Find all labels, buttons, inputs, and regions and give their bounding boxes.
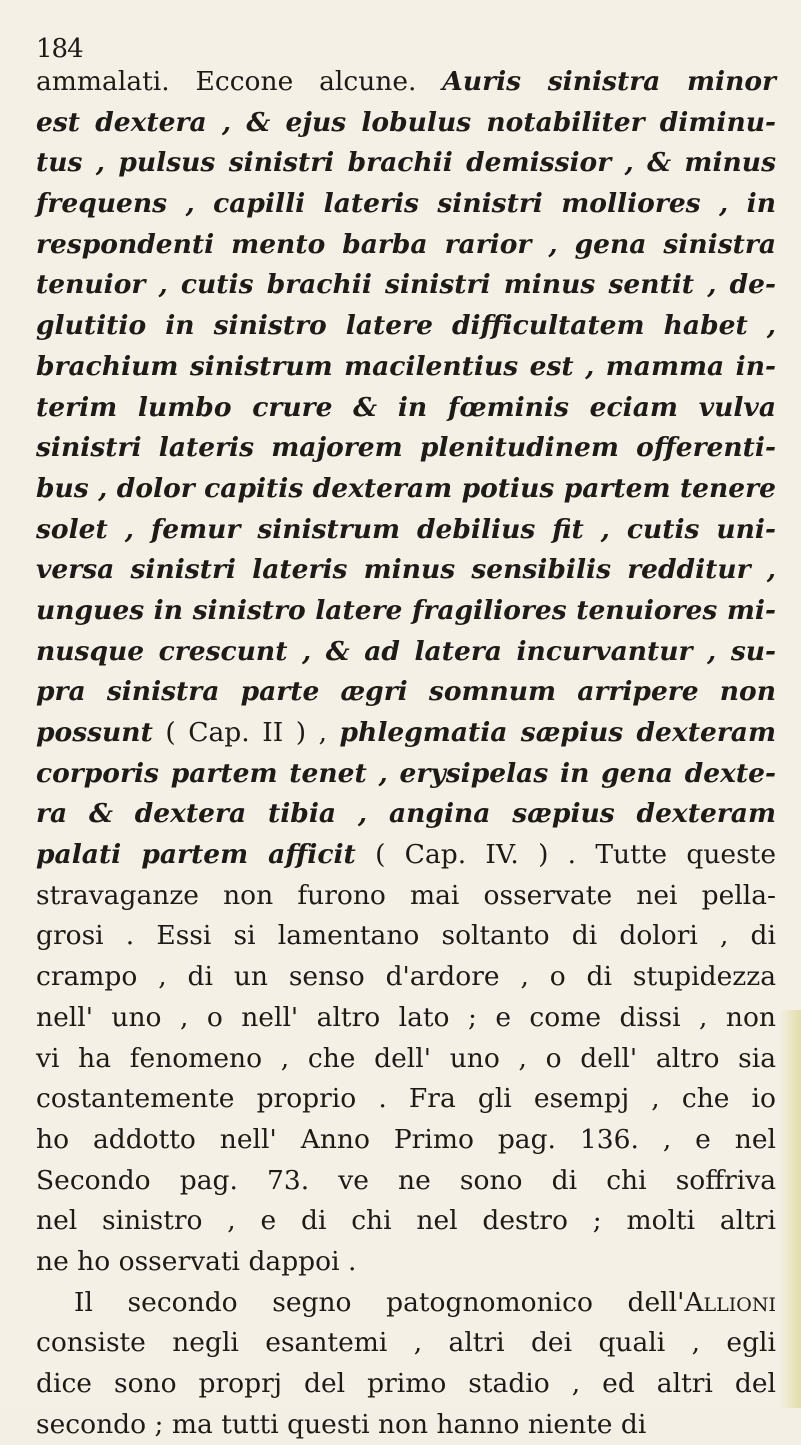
- latin-text: frequens , capilli lateris sinistri molliores , in: [36, 188, 776, 220]
- text-line: [36, 754, 776, 795]
- italian-text: costantemente proprio . Fra gli esempj , che io: [36, 1083, 776, 1115]
- latin-text: nusque crescunt , & ad latera incurvantur , su-: [36, 635, 776, 667]
- text-line: [36, 632, 776, 673]
- latin-text: bus , dolor capitis dexteram potius partem tenere: [36, 472, 776, 504]
- italian-text: ( Cap. IV. ) . Tutte queste: [355, 839, 776, 871]
- italian-text: nel sinistro , e di chi nel destro ; molti altri: [36, 1205, 776, 1237]
- text-line: [36, 225, 776, 266]
- text-line: [36, 1201, 776, 1242]
- body-text: [36, 62, 776, 1445]
- latin-text: ra & dextera tibia , angina sæpius dexteram: [36, 798, 776, 830]
- text-line: [36, 1283, 776, 1324]
- text-line: [36, 469, 776, 510]
- text-line: [36, 306, 776, 347]
- italian-text: dice sono proprj del primo stadio , ed altri del: [36, 1368, 776, 1399]
- text-line: [36, 184, 776, 225]
- text-line: [36, 1039, 776, 1080]
- italian-text: grosi . Essi si lamentano soltanto di dolori , di: [36, 920, 776, 952]
- latin-text: Auris sinistra minor: [442, 66, 776, 97]
- latin-text: corporis partem tenet , erysipelas in gena dexte-: [36, 757, 776, 789]
- latin-text: respondenti mento barba rarior , gena sinistra: [36, 228, 776, 260]
- text-line: [36, 1079, 776, 1120]
- latin-text: est dextera , & ejus lobulus notabiliter diminu-: [36, 106, 776, 138]
- text-line: [36, 550, 776, 591]
- text-line: [36, 388, 776, 429]
- text-line: [36, 713, 776, 754]
- italian-text: stravaganze non furono mai osservate nei pella-: [36, 879, 776, 911]
- italian-text: ho addotto nell' Anno Primo pag. 136. , e nel: [36, 1123, 776, 1155]
- page-edge-stain: [779, 1010, 801, 1408]
- text-line: [36, 1242, 776, 1283]
- text-line: [36, 835, 776, 876]
- text-line: [36, 347, 776, 388]
- author-name: Allioni: [684, 1286, 776, 1318]
- text-line: [36, 103, 776, 144]
- text-line: [36, 265, 776, 306]
- latin-text: tus , pulsus sinistri brachii demissior , & minus: [36, 147, 776, 179]
- text-line: [36, 143, 776, 184]
- latin-text: versa sinistri lateris minus sensibilis redditur ,: [36, 554, 776, 586]
- text-line: [36, 1405, 776, 1445]
- text-line: [36, 998, 776, 1039]
- latin-text: glutitio in sinistro latere difficultatem habet ,: [36, 310, 776, 342]
- latin-text: sinistri lateris majorem plenitudinem offerenti-: [36, 432, 776, 464]
- latin-text: solet , femur sinistrum debilius fit , cutis uni-: [36, 513, 776, 545]
- italian-text: nell' uno , o nell' altro lato ; e come dissi , non: [36, 1001, 776, 1033]
- italian-text: ( Cap. II ) ,: [152, 717, 340, 748]
- text-line: [36, 916, 776, 957]
- text-line: [36, 591, 776, 632]
- text-line: [36, 62, 776, 103]
- italian-text: crampo , di un senso d'ardore , o di stupidezza: [36, 961, 776, 993]
- text-line: [36, 876, 776, 917]
- text-line: [36, 1323, 776, 1364]
- text-line: [36, 957, 776, 998]
- page-number: 184: [36, 34, 83, 64]
- italian-text: secondo ; ma tutti questi non hanno niente di: [36, 1408, 647, 1440]
- latin-text: tenuior , cutis brachii sinistri minus sentit , de-: [36, 269, 776, 301]
- text-line: [36, 1161, 776, 1202]
- italian-text: Il secondo segno patognomonico dell': [74, 1286, 685, 1318]
- text-line: [36, 1364, 776, 1405]
- text-line: [36, 428, 776, 469]
- latin-text: terim lumbo crure & in fœminis eciam vulva: [36, 391, 776, 423]
- latin-text: ungues in sinistro latere fragiliores tenuiores mi-: [36, 594, 776, 626]
- text-line: [36, 1120, 776, 1161]
- latin-text: possunt: [36, 717, 153, 748]
- text-line: [36, 672, 776, 713]
- text-line: [36, 794, 776, 835]
- italian-text: ammalati. Eccone alcune.: [36, 66, 443, 97]
- italian-text: consiste negli esantemi , altri dei quali , egli: [36, 1327, 776, 1359]
- italian-text: Secondo pag. 73. ve ne sono di chi soffriva: [36, 1164, 776, 1196]
- latin-text: brachium sinistrum macilentius est , mamma in-: [36, 350, 776, 382]
- latin-text: pra sinistra parte ægri somnum arripere non: [36, 676, 776, 708]
- italian-text: vi ha fenomeno , che dell' uno , o dell' altro sia: [36, 1042, 776, 1074]
- text-line: [36, 510, 776, 551]
- latin-text: phlegmatia sæpius dexteram: [339, 717, 776, 748]
- italian-text: ne ho osservati dappoi .: [36, 1245, 357, 1277]
- latin-text: palati partem afficit: [36, 839, 356, 871]
